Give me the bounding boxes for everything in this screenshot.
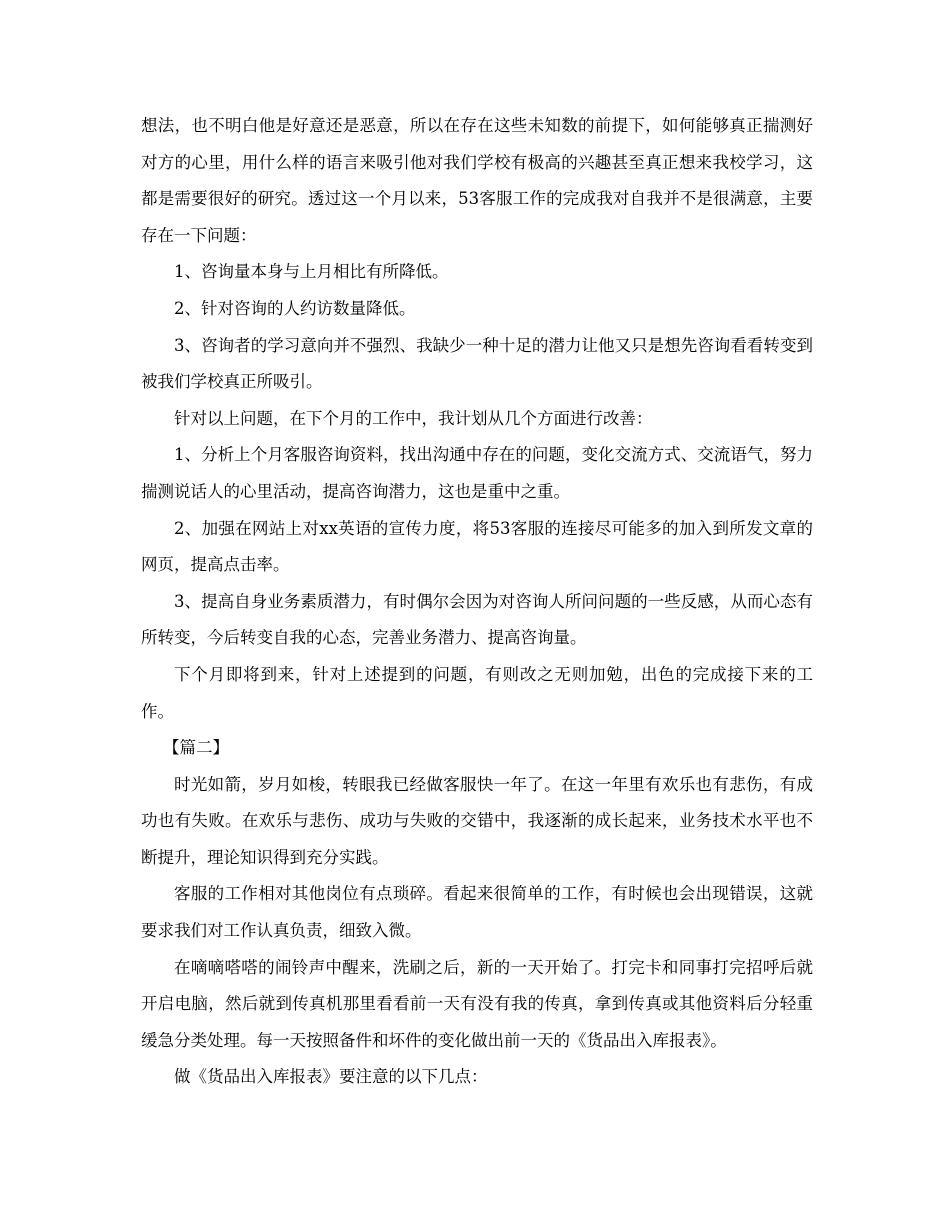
paragraph-plan-1: 1、分析上个月客服咨询资料，找出沟通中存在的问题，变化交流方式、交流语气，努力揣测说话人的心里活动，提高咨询潜力，这也是重中之重。 [141, 445, 813, 501]
paragraph-daily-routine: 在嘀嘀嗒嗒的闹铃声中醒来，洗刷之后，新的一天开始了。打完卡和同事打完招呼后就开启电脑，然后就到传真机那里看看前一天有没有我的传真，拿到传真或其他资料后分轻重缓急分类处理。每一天按照备件和坏件的变化做出前一天的《货品出入库报表》。 [141, 957, 813, 1050]
paragraph-plan-intro: 针对以上问题，在下个月的工作中，我计划从几个方面进行改善： [174, 408, 653, 428]
paragraph-issue-3: 3、咨询者的学习意向并不强烈、我缺少一种十足的潜力让他又只是想先咨询看看转变到被我们学校真正所吸引。 [141, 335, 813, 392]
paragraph-issue-2: 2、针对咨询的人约访数量降低。 [174, 298, 416, 318]
document-body [141, 108, 813, 1096]
paragraph-work-nature: 客服的工作相对其他岗位有点琐碎。看起来很简单的工作，有时候也会出现错误，这就要求我们对工作认真负责，细致入微。 [141, 884, 813, 941]
paragraph-continuation: 想法，也不明白他是好意还是恶意，所以在存在这些未知数的前提下，如何能够真正揣测好对方的心里，用什么样的语言来吸引他对我们学校有极高的兴趣甚至真正想来我校学习，这都是需要很好的研究。透过这一个月以来，53客服工作的完成我对自我并不是很满意，主要存在一下问题： [141, 116, 813, 245]
paragraph-conclusion: 下个月即将到来，针对上述提到的问题，有则改之无则加勉，出色的完成接下来的工作。 [141, 664, 813, 721]
paragraph-intro-year: 时光如箭，岁月如梭，转眼我已经做客服快一年了。在这一年里有欢乐也有悲伤，有成功也有失败。在欢乐与悲伤、成功与失败的交错中，我逐渐的成长起来，业务技术水平也不断提升，理论知识得到充分实践。 [141, 774, 813, 867]
paragraph-plan-3: 3、提高自身业务素质潜力，有时偶尔会因为对咨询人所问问题的一些反感，从而心态有所转变，今后转变自我的心态，完善业务潜力、提高咨询量。 [141, 591, 813, 648]
paragraph-report-points: 做《货品出入库报表》要注意的以下几点： [174, 1067, 488, 1087]
section-heading: 【篇二】 [163, 738, 229, 758]
paragraph-plan-2: 2、加强在网站上对xx英语的宣传力度，将53客服的连接尽可能多的加入到所发文章的网页，提高点击率。 [141, 518, 813, 575]
paragraph-issue-1: 1、咨询量本身与上月相比有所降低。 [174, 262, 449, 282]
